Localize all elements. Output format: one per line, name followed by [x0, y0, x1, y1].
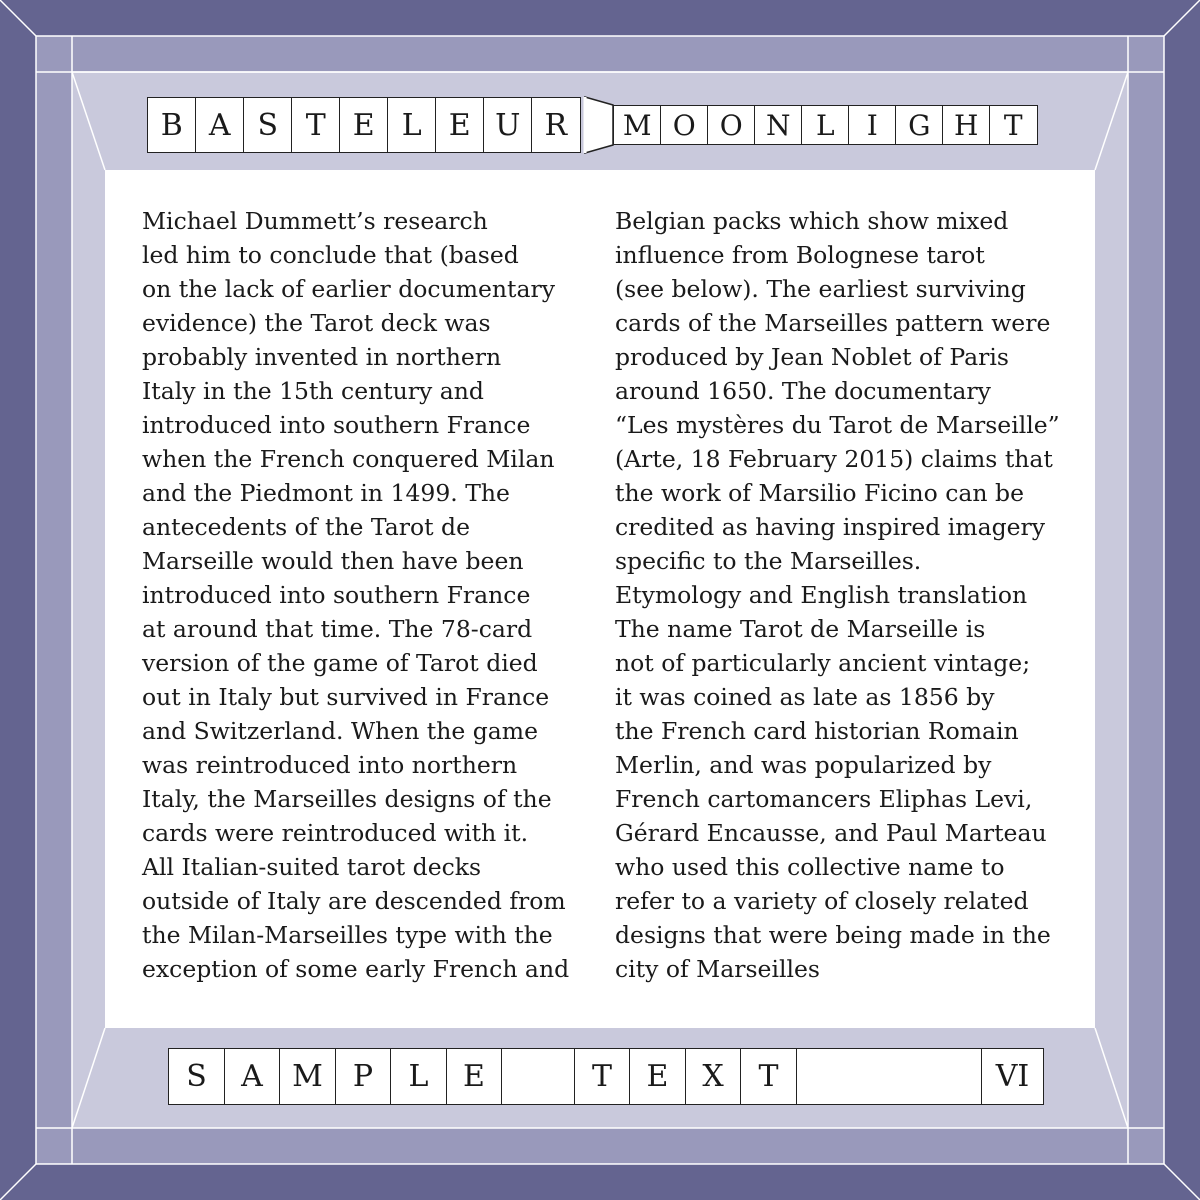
text-line: around 1650. The documentary — [615, 377, 991, 405]
text-line: Merlin, and was popularized by — [615, 751, 992, 779]
text-line: influence from Bolognese tarot — [615, 241, 985, 269]
title-letter-cell: L — [387, 97, 437, 153]
text-line: city of Marseilles — [615, 955, 820, 983]
text-line: probably invented in northern — [142, 343, 502, 371]
title-letter-cell: R — [531, 97, 581, 153]
title-letter-cell: N — [754, 105, 803, 145]
text-line: All Italian-suited tarot decks — [142, 853, 482, 881]
text-line: Michael Dummett’s research — [142, 207, 488, 235]
title-letter-cell: T — [989, 105, 1038, 145]
text-line: it was coined as late as 1856 by — [615, 683, 995, 711]
footer-letter-cell: E — [446, 1048, 503, 1105]
text-line: was reintroduced into northern — [142, 751, 518, 779]
text-line: on the lack of earlier documentary — [142, 275, 555, 303]
text-line: The name Tarot de Marseille is — [615, 615, 986, 643]
text-line: at around that time. The 78-card — [142, 615, 533, 643]
text-line: Italy, the Marseilles designs of the — [142, 785, 552, 813]
title-letter-cell: M — [613, 105, 662, 145]
text-line: and Switzerland. When the game — [142, 717, 539, 745]
text-line: evidence) the Tarot deck was — [142, 309, 491, 337]
footer-letter-cell: S — [168, 1048, 225, 1105]
text-line: Gérard Encausse, and Paul Marteau — [615, 819, 1047, 847]
title-letter-cell: T — [291, 97, 341, 153]
text-line: (see below). The earliest surviving — [615, 275, 1026, 303]
title-word-basteleur — [147, 97, 581, 153]
footer-letter-cell: X — [685, 1048, 742, 1105]
text-line: not of particularly ancient vintage; — [615, 649, 1031, 677]
text-line: who used this collective name to — [615, 853, 1005, 881]
title-letter-cell: I — [848, 105, 897, 145]
text-line: Marseille would then have been — [142, 547, 524, 575]
text-line: exception of some early French and — [142, 955, 570, 983]
text-line: outside of Italy are descended from — [142, 887, 566, 915]
text-line: introduced into southern France — [142, 581, 531, 609]
title-letter-cell: U — [483, 97, 533, 153]
footer-letter-cell: L — [390, 1048, 447, 1105]
text-line: “Les mystères du Tarot de Marseille” — [615, 411, 1060, 439]
footer-letter-cell — [796, 1048, 983, 1105]
text-line: (Arte, 18 February 2015) claims that — [615, 445, 1053, 473]
text-line: refer to a variety of closely related — [615, 887, 1029, 915]
text-line: French cartomancers Eliphas Levi, — [615, 785, 1033, 813]
text-line: antecedents of the Tarot de — [142, 513, 471, 541]
title-word-moonlight — [613, 105, 1038, 145]
text-column-right — [615, 204, 1060, 986]
text-line: introduced into southern France — [142, 411, 531, 439]
text-line: Belgian packs which show mixed — [615, 207, 1009, 235]
title-letter-cell: H — [942, 105, 991, 145]
text-panel — [105, 170, 1095, 1028]
text-line: produced by Jean Noblet of Paris — [615, 343, 1009, 371]
text-column-left — [142, 204, 569, 986]
title-letter-cell: O — [660, 105, 709, 145]
text-line: Italy in the 15th century and — [142, 377, 484, 405]
text-line: cards of the Marseilles pattern were — [615, 309, 1051, 337]
footer-letter-cell: A — [224, 1048, 281, 1105]
title-letter-cell: A — [195, 97, 245, 153]
text-line: version of the game of Tarot died — [142, 649, 538, 677]
title-letter-cell: B — [147, 97, 197, 153]
footer-letter-cell: P — [335, 1048, 392, 1105]
text-line: the Milan-Marseilles type with the — [142, 921, 553, 949]
text-line: Etymology and English translation — [615, 581, 1028, 609]
title-letter-cell: G — [895, 105, 944, 145]
text-line: and the Piedmont in 1499. The — [142, 479, 510, 507]
text-line: out in Italy but survived in France — [142, 683, 550, 711]
footer-letter-cell: E — [629, 1048, 686, 1105]
text-line: cards were reintroduced with it. — [142, 819, 529, 847]
footer-letter-cell: T — [574, 1048, 631, 1105]
footer-letter-cell: VI — [981, 1048, 1044, 1105]
text-line: the French card historian Romain — [615, 717, 1019, 745]
footer-letter-cell — [501, 1048, 575, 1105]
text-line: specific to the Marseilles. — [615, 547, 922, 575]
text-line: the work of Marsilio Ficino can be — [615, 479, 1024, 507]
title-letter-cell: S — [243, 97, 293, 153]
text-line: when the French conquered Milan — [142, 445, 555, 473]
text-line: led him to conclude that (based — [142, 241, 519, 269]
title-letter-cell: O — [707, 105, 756, 145]
footer-letter-cell: M — [279, 1048, 336, 1105]
footer-letter-cell: T — [740, 1048, 797, 1105]
title-letter-cell: E — [339, 97, 389, 153]
footer-sample-text — [168, 1048, 1044, 1105]
text-line: credited as having inspired imagery — [615, 513, 1046, 541]
text-line: designs that were being made in the — [615, 921, 1051, 949]
title-letter-cell: E — [435, 97, 485, 153]
title-letter-cell: L — [801, 105, 850, 145]
